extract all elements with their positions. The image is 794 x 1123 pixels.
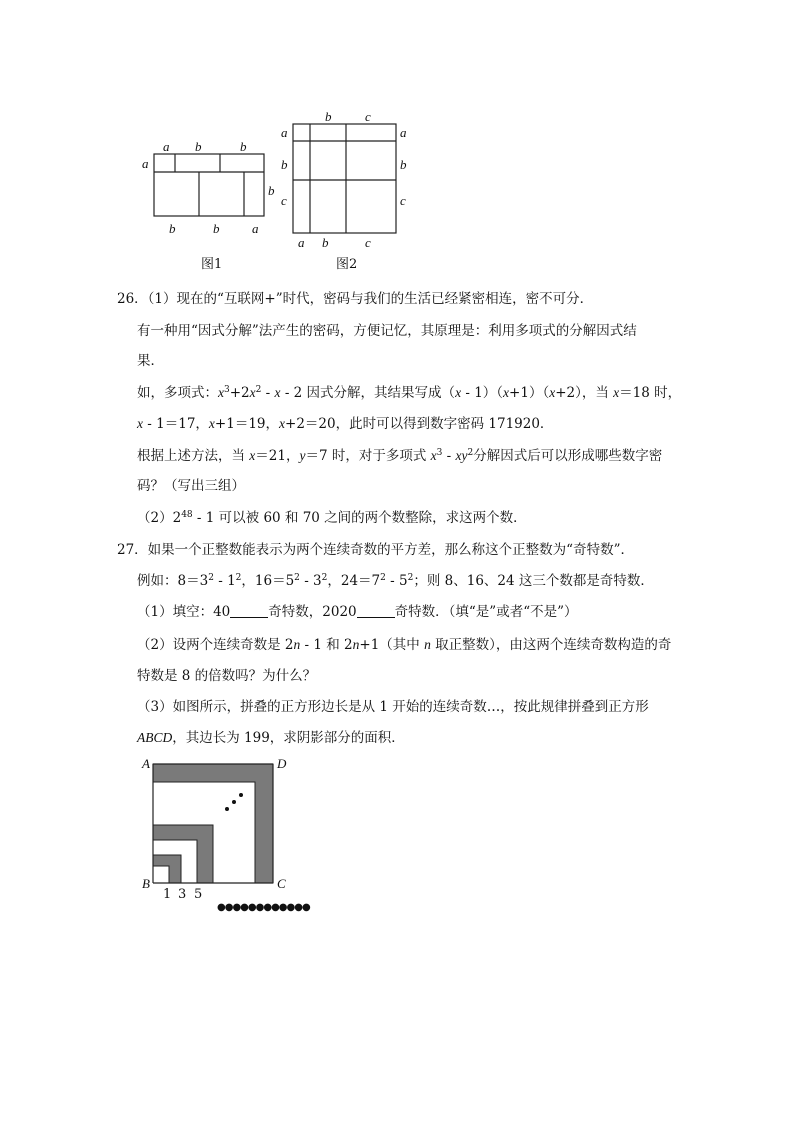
fig2-caption: 图2	[336, 257, 358, 272]
q27-part3: （3）如图所示，拼叠的正方形边长是从 1 开始的连续奇数…，按此规律拼叠到正方形	[137, 699, 649, 715]
corner-label-b: B	[142, 876, 150, 891]
corner-label-c: C	[277, 876, 286, 891]
side-number: 5	[194, 887, 203, 902]
fig1-left-label: a	[142, 156, 149, 171]
q26-part2: $(2)2^{48} - 1$ 可以被 60 和 70 之间的两个数整除，求这两个数．	[137, 510, 527, 526]
continuation-dots: ●●●●●●●●●●●●	[217, 902, 310, 913]
side-number: 1	[163, 887, 172, 902]
q27-part3-end: ABCD，其边长为 199，求阴影部分的面积．	[137, 730, 405, 746]
q27-definition: 27．如果一个正整数能表示为两个连续奇数的平方差，那么称这个正整数为“奇特数”．	[117, 542, 634, 558]
corner-label-d: D	[277, 756, 287, 771]
fig2-left-label: c	[281, 193, 287, 208]
fig2-top-label: b	[325, 109, 332, 124]
fig1-bottom-label: b	[213, 221, 220, 236]
q27-part2-end: 特数是 8 的倍数吗？为什么？	[137, 668, 317, 684]
fig2-bottom-label: b	[322, 235, 329, 250]
q27-part2: （2）设两个连续奇数是 2n - 1 和 2n+1（其中 n 取正整数），由这两个连续奇数构造的奇	[137, 637, 672, 653]
fig2-right-label: a	[400, 125, 407, 140]
q26-example-line: 如，多项式：$x^3+2x^2 - x - 2$ 因式分解，其结果写成（x - 1）（x+1）（x+2），当 x＝18 时，	[137, 385, 682, 401]
q26-part1-principle: 有一种用“因式分解”法产生的密码，方便记忆，其原理是：利用多项式的分解因式结	[137, 323, 637, 339]
fig2-top-label: c	[365, 109, 371, 124]
fig1-bottom-label: a	[252, 221, 259, 236]
fig1-right-label: b	[268, 183, 275, 198]
fig2-left-label: a	[281, 125, 288, 140]
fig2-left-label: b	[281, 157, 288, 172]
q26-task-line: 根据上述方法，当 x＝21，y＝7 时，对于多项式 $x^3 - xy^2$分解因式后可以形成哪些数字密	[137, 448, 663, 464]
fig2-right-label: c	[400, 193, 406, 208]
fig1-caption: 图1	[201, 257, 223, 272]
fig2-bottom-label: a	[298, 235, 305, 250]
fig1-top-label: b	[240, 139, 247, 154]
fig1-top-label: a	[163, 139, 170, 154]
side-number: 3	[178, 887, 187, 902]
q26-part1-intro: 26．（1）现在的“互联网+”时代，密码与我们的生活已经紧密相连，密不可分．	[117, 291, 594, 307]
q26-example-values: x - 1＝17，x+1＝19，x+2＝20，此时可以得到数字密码 171920．	[137, 416, 554, 432]
fig2-right-label: b	[400, 157, 407, 172]
q26-task-end: 码？（写出三组）	[137, 478, 245, 494]
q26-part1-principle-end: 果．	[137, 353, 164, 369]
q27-part1: （1）填空：40 奇特数，2020 奇特数．（填“是”或者“不是”）	[137, 604, 578, 620]
fig2-bottom-label: c	[365, 235, 371, 250]
corner-label-a: A	[142, 756, 150, 771]
q27-example: 例如：$8=3^2 - 1^2$，$16=5^2 - 3^2$，$24=7^2 - 5^2$；则 8、16、24 这三个数都是奇特数．	[137, 573, 654, 589]
fig1-top-label: b	[195, 139, 202, 154]
fig1-bottom-label: b	[169, 221, 176, 236]
